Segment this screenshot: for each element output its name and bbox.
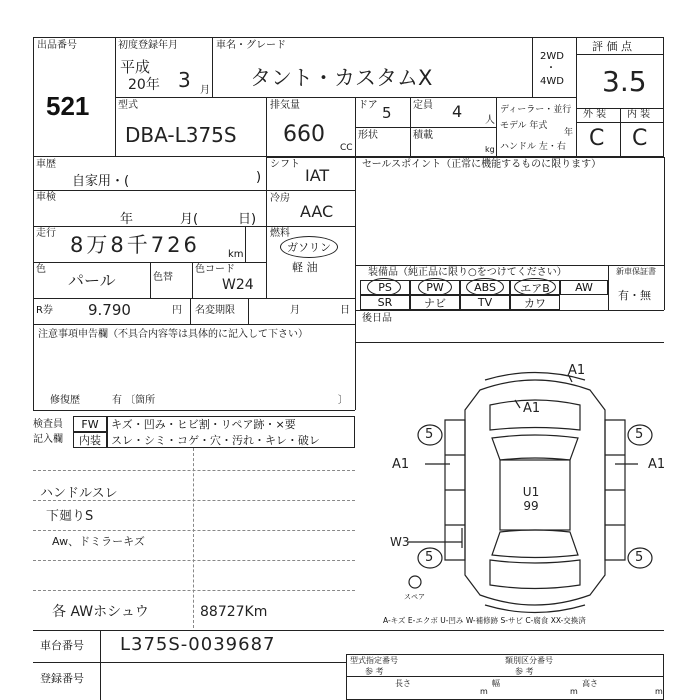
inspection-day-unit: 日) bbox=[238, 212, 257, 227]
equip-aw bbox=[560, 280, 608, 295]
inspection-label: 車検 bbox=[36, 192, 56, 203]
rear-seat-label: 後日品 bbox=[362, 313, 392, 324]
yen-unit: 円 bbox=[172, 305, 182, 316]
cc-unit: CC bbox=[340, 143, 353, 153]
damage-rear-left: 5 bbox=[425, 550, 434, 565]
divider bbox=[496, 97, 497, 157]
damage-legend: A-キズ E-エクボ U-凹み W-補修跡 S-サビ C-腐食 XX-交換済 bbox=[383, 616, 586, 625]
equip-airbag-circle bbox=[514, 278, 556, 296]
color-value: パール bbox=[68, 271, 116, 290]
lot-number-label: 出品番号 bbox=[37, 40, 77, 51]
legend-interior-label: 内装 bbox=[79, 434, 101, 447]
divider bbox=[150, 262, 151, 298]
model-grade-value: タント・カスタムX bbox=[250, 66, 433, 90]
damage-front-left: 5 bbox=[425, 427, 434, 442]
divider bbox=[33, 298, 355, 299]
registration-label: 登録番号 bbox=[40, 672, 84, 685]
warranty-options: 有・無 bbox=[618, 289, 651, 302]
divider bbox=[576, 54, 664, 55]
seats-unit: 人 bbox=[485, 115, 495, 126]
divider bbox=[346, 676, 664, 677]
shift-value: IAT bbox=[305, 166, 330, 185]
fuel-gasoline: ガソリン bbox=[287, 241, 331, 254]
exterior-label: 外 装 bbox=[583, 109, 607, 120]
note-handle: ハンドルスレ bbox=[40, 486, 118, 501]
equip-pw-label: PW bbox=[426, 281, 444, 294]
unit-m-2: m bbox=[570, 687, 578, 696]
notes-label: 注意事項申告欄（不具合内容等は具体的に記入して下さい） bbox=[38, 329, 308, 340]
equip-abs-circle bbox=[466, 278, 504, 296]
sales-point-label: セールスポイント（正常に機能するものに限ります） bbox=[362, 159, 602, 170]
damage-left-side: A1 bbox=[392, 457, 410, 472]
divider bbox=[192, 262, 193, 298]
equipment-label: 装備品（純正品に限り○をつけてください） bbox=[368, 267, 567, 278]
handle-label: ハンドル 左・右 bbox=[500, 142, 566, 152]
repair-label: 修復歴 bbox=[50, 395, 80, 406]
equip-ps-circle bbox=[367, 278, 401, 296]
equip-leather-label: カワ bbox=[524, 296, 546, 310]
displacement-label: 排気量 bbox=[270, 100, 300, 111]
recolor-label: 色替 bbox=[153, 272, 173, 283]
divider bbox=[355, 157, 356, 410]
ac-value: AAC bbox=[300, 202, 334, 221]
interior-grade: C bbox=[632, 126, 648, 151]
divider bbox=[245, 226, 246, 262]
model-grade-label: 車名・グレード bbox=[216, 40, 286, 51]
name-day-unit: 日 bbox=[340, 305, 350, 316]
score-label: 評 価 点 bbox=[592, 40, 632, 53]
divider bbox=[212, 37, 213, 97]
inspection-year-unit: 年 bbox=[120, 212, 134, 227]
divider bbox=[33, 662, 346, 663]
ref-label-2: 参 考 bbox=[515, 667, 534, 676]
divider bbox=[33, 590, 355, 591]
divider bbox=[33, 630, 664, 631]
spare-label: スペア bbox=[404, 593, 425, 601]
legend-row2: スレ・シミ・コゲ・穴・汚れ・キレ・破レ bbox=[111, 434, 320, 447]
note-underbody: 下廻りS bbox=[46, 509, 94, 524]
divider bbox=[355, 127, 496, 128]
legend-fw-label: FW bbox=[81, 417, 99, 431]
kg-unit: kg bbox=[485, 145, 495, 154]
chassis-label: 車台番号 bbox=[40, 639, 84, 652]
damage-left-rear: W3 bbox=[390, 535, 410, 549]
history-value: 自家用・( bbox=[72, 174, 130, 189]
equip-sr-label: SR bbox=[377, 296, 393, 309]
equip-airbag-label: エアB bbox=[520, 281, 550, 295]
legend-interior bbox=[73, 432, 107, 448]
divider bbox=[33, 410, 355, 411]
seats-value: 4 bbox=[452, 102, 463, 121]
divider bbox=[608, 265, 609, 310]
repair-close: 〕 bbox=[338, 395, 348, 406]
history-label: 車歴 bbox=[36, 159, 56, 170]
shape-label: 形状 bbox=[358, 130, 378, 141]
spec-label: 型式指定番号 bbox=[350, 656, 398, 665]
divider bbox=[33, 470, 355, 471]
fuel-diesel: 軽 油 bbox=[292, 261, 318, 274]
color-code-value: W24 bbox=[222, 277, 254, 293]
equip-leather bbox=[510, 295, 560, 310]
reg-year-value: 20年 bbox=[128, 77, 160, 93]
note-mileage: 88727Km bbox=[200, 604, 268, 620]
equip-sr bbox=[360, 295, 410, 310]
displacement-value: 660 bbox=[283, 122, 325, 147]
divider bbox=[115, 97, 576, 98]
divider bbox=[620, 108, 621, 157]
wd4-label: 4WD bbox=[540, 76, 564, 87]
new-warranty-label: 新車保証書 bbox=[616, 267, 656, 276]
lot-number: 521 bbox=[46, 91, 90, 121]
recycle-value: 9.790 bbox=[88, 301, 131, 319]
era-value: 平成 bbox=[120, 58, 151, 76]
length-label: 長さ bbox=[395, 679, 411, 688]
divider bbox=[410, 97, 411, 127]
divider bbox=[576, 37, 577, 157]
divider bbox=[355, 265, 664, 266]
type-label: 型式 bbox=[118, 100, 138, 111]
divider bbox=[100, 630, 101, 700]
unit-m-1: m bbox=[480, 687, 488, 696]
model-year-label: モデル 年式 bbox=[500, 121, 548, 131]
divider bbox=[266, 97, 267, 157]
divider bbox=[33, 157, 34, 410]
doors-value: 5 bbox=[382, 104, 392, 122]
equip-abs-label: ABS bbox=[474, 281, 496, 294]
wd2-label: 2WD bbox=[540, 51, 564, 62]
divider bbox=[664, 157, 665, 310]
score-value: 3.5 bbox=[602, 65, 647, 98]
divider bbox=[355, 342, 664, 343]
divider bbox=[532, 37, 533, 97]
wd-separator: ・ bbox=[546, 63, 556, 74]
shift-label: シフト bbox=[270, 159, 300, 170]
divider bbox=[33, 190, 355, 191]
divider bbox=[33, 560, 355, 561]
year-unit: 年 bbox=[564, 128, 574, 138]
equip-navi-label: ナビ bbox=[424, 296, 446, 310]
divider bbox=[190, 298, 191, 324]
damage-roof-center: U1 99 bbox=[522, 485, 540, 513]
fuel-label: 燃料 bbox=[270, 228, 290, 239]
note-mirror: Aw、ドミラーキズ bbox=[52, 535, 145, 548]
height-label: 高さ bbox=[582, 679, 598, 688]
equip-ps-label: PS bbox=[378, 281, 392, 294]
exterior-grade: C bbox=[589, 126, 605, 151]
dealer-label: ディーラー・並行 bbox=[500, 105, 572, 115]
damage-hood: A1 bbox=[523, 401, 541, 416]
first-reg-label: 初度登録年月 bbox=[118, 40, 178, 51]
divider bbox=[266, 157, 664, 158]
damage-front-right: 5 bbox=[635, 427, 644, 442]
equip-tv bbox=[460, 295, 510, 310]
category-label: 類別区分番号 bbox=[505, 656, 553, 665]
divider bbox=[33, 226, 355, 227]
seats-label: 定員 bbox=[413, 100, 433, 111]
mileage-label: 走行 bbox=[36, 228, 56, 239]
unit-m-3: m bbox=[655, 687, 663, 696]
doors-label: ドア bbox=[358, 100, 378, 111]
repair-value: 有 〔箇所 bbox=[112, 395, 156, 406]
chassis-value: L375S-0039687 bbox=[120, 634, 276, 655]
legend-row1: キズ・凹み・ヒビ割・リペア跡・×要 bbox=[111, 418, 296, 431]
divider bbox=[33, 530, 355, 531]
damage-rear-right: 5 bbox=[635, 550, 644, 565]
name-change-label: 名変期限 bbox=[195, 305, 235, 316]
month-unit: 月 bbox=[200, 85, 210, 96]
inspector-label: 検査員 bbox=[33, 419, 63, 430]
divider bbox=[33, 324, 355, 325]
recycle-label: R券 bbox=[36, 305, 53, 316]
name-month-unit: 月 bbox=[290, 305, 300, 316]
inspection-month-unit: 月( bbox=[180, 212, 199, 227]
type-value: DBA-L375S bbox=[125, 123, 237, 147]
reg-month-value: 3 bbox=[178, 68, 191, 92]
color-code-label: 色コード bbox=[195, 264, 235, 275]
load-label: 積載 bbox=[413, 130, 433, 141]
interior-label: 内 装 bbox=[627, 109, 651, 120]
km-unit: km bbox=[228, 249, 244, 260]
equip-tv-label: TV bbox=[477, 296, 493, 309]
divider bbox=[266, 157, 267, 299]
ref-label-1: 参 考 bbox=[365, 667, 384, 676]
entry-label: 記入欄 bbox=[33, 434, 63, 445]
damage-right-side: A1 bbox=[648, 457, 666, 472]
equip-pw-circle bbox=[418, 278, 452, 296]
divider bbox=[410, 127, 411, 157]
mileage-value: 8万8千726 bbox=[70, 233, 200, 257]
legend-fw bbox=[73, 416, 107, 432]
divider bbox=[248, 298, 249, 324]
history-close: ) bbox=[256, 170, 262, 185]
width-label: 幅 bbox=[492, 679, 500, 688]
divider bbox=[193, 448, 194, 628]
note-equipment: 各 AWホシュウ bbox=[52, 604, 149, 620]
color-label: 色 bbox=[36, 264, 46, 275]
equip-aw-label: AW bbox=[575, 281, 593, 294]
ac-label: 冷房 bbox=[270, 193, 290, 204]
equip-navi bbox=[410, 295, 460, 310]
divider bbox=[355, 310, 664, 311]
damage-roof-front: A1 bbox=[568, 363, 586, 378]
